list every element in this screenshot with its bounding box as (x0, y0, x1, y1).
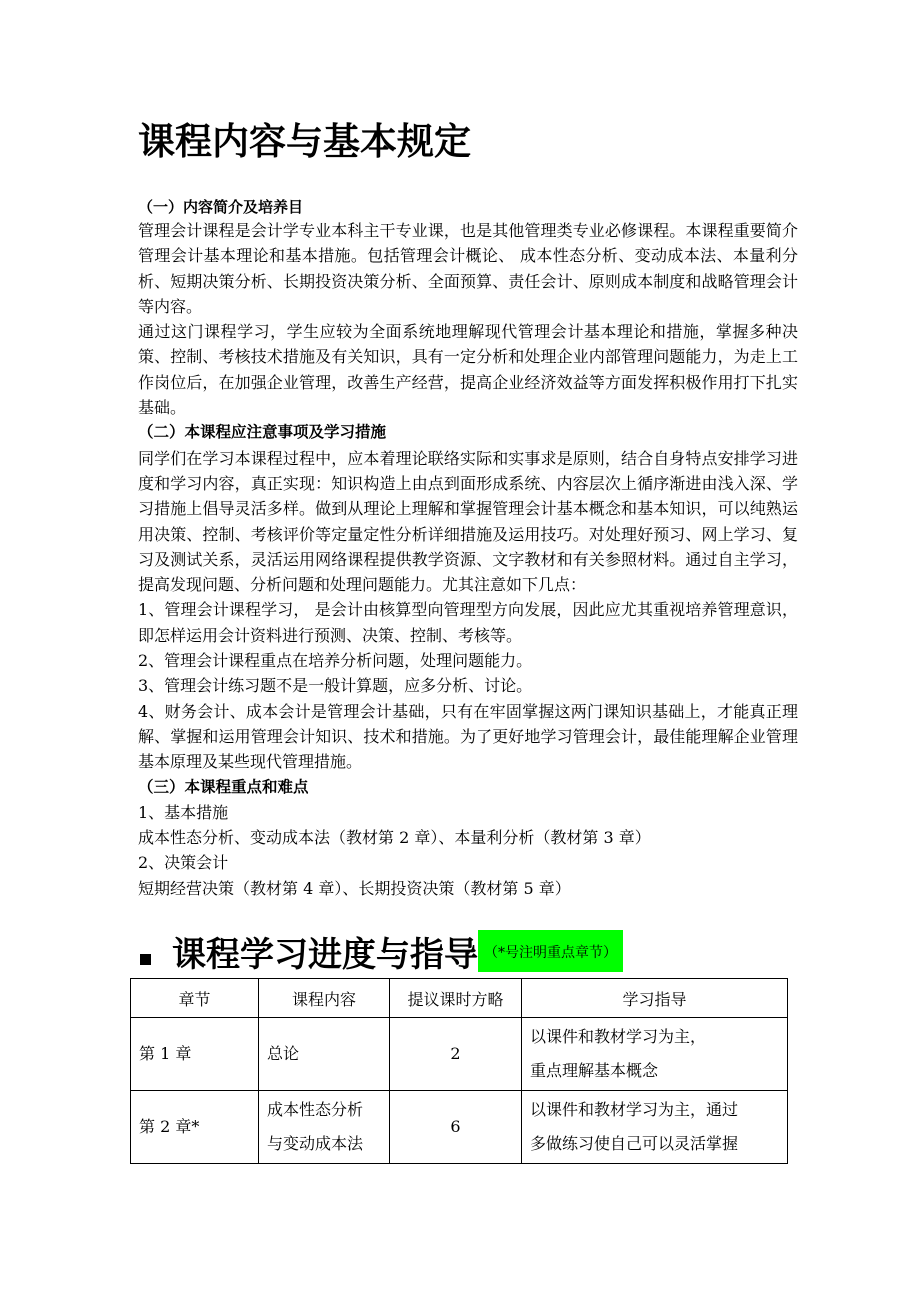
section-heading-intro: （一）内容简介及培养目 (138, 198, 304, 216)
keypoint-item-2-detail: 短期经营决策（教材第 4 章）、长期投资决策（教材第 5 章） (138, 878, 571, 898)
header-hours: 提议课时方略 (390, 979, 522, 1018)
cell-hours: 6 (390, 1091, 522, 1164)
paragraph-intro: 管理会计课程是会计学专业本科主干专业课，也是其他管理类专业必修课程。本课程重要简介管理会计基本理论和基本措施。包括管理会计概论、 成本性态分析、变动成本法、本量利分析、短期决策分析、长期投资决策分析、全面预算、责任会计、原则成本制度和战略管理会计等内容。 (138, 221, 798, 316)
square-bullet-icon (140, 954, 151, 965)
cell-guide (522, 1091, 788, 1164)
table-row (131, 1091, 788, 1164)
cell-chapter: 第 2 章* (131, 1091, 259, 1164)
table-row (131, 1018, 788, 1091)
point-1: 1、管理会计课程学习， 是会计由核算型向管理型方向发展，因此应尤其重视培养管理意识，即怎样运用会计资料进行预测、决策、控制、考核等。 (138, 600, 798, 645)
content-line: 成本性态分析 (267, 1100, 364, 1119)
highlight-note: （*号注明重点章节） (478, 930, 623, 972)
header-chapter: 章节 (131, 979, 259, 1018)
paragraph-goals: 通过这门课程学习，学生应较为全面系统地理解现代管理会计基本理论和措施，掌握多种决策、控制、考核技术措施及有关知识，具有一定分析和处理企业内部管理问题能力，为走上工作岗位后，在加强企业管理，改善生产经营，提高企业经济效益等方面发挥积极作用打下扎实基础。 (138, 322, 798, 418)
point-2: 2、管理会计课程重点在培养分析问题，处理问题能力。 (138, 651, 533, 671)
schedule-title: 课程学习进度与指导 (172, 935, 478, 975)
guide-line: 重点理解基本概念 (530, 1061, 659, 1080)
cell-chapter: 第 1 章 (131, 1018, 259, 1091)
header-content: 课程内容 (259, 979, 390, 1018)
guide-line: 多做练习使自己可以灵活掌握 (530, 1134, 739, 1153)
header-guide: 学习指导 (522, 979, 788, 1018)
cell-content (259, 1091, 390, 1164)
cell-hours: 2 (390, 1018, 522, 1091)
guide-line: 以课件和教材学习为主， (530, 1027, 707, 1046)
page-title: 课程内容与基本规定 (138, 120, 471, 163)
content-line: 与变动成本法 (267, 1134, 364, 1153)
keypoint-item-1: 1、基本措施 (138, 802, 229, 822)
keypoint-item-1-detail: 成本性态分析、变动成本法（教材第 2 章）、本量利分析（教材第 3 章） (138, 828, 651, 848)
table-header-row (131, 979, 788, 1018)
keypoint-item-2: 2、决策会计 (138, 853, 229, 873)
guide-line: 以课件和教材学习为主，通过 (530, 1100, 739, 1119)
paragraph-methods: 同学们在学习本课程过程中，应本着理论联络实际和实事求是原则，结合自身特点安排学习进度和学习内容，真正实现：知识构造上由点到面形成系统、内容层次上循序渐进由浅入深、学习措施上倡导灵活多样。做到从理论上理解和掌握管理会计基本概念和基本知识，可以纯熟运用决策、控制、考核评价等定量定性分析详细措施及运用技巧。对处理好预习、网上学习、复习及测试关系，灵活运用网络课程提供教学资源、文字教材和有关参照材料。通过自主学习，提高发现问题、分析问题和处理问题能力。尤其注意如下几点： (138, 448, 798, 595)
section-heading-keypoints: （三）本课程重点和难点 (138, 777, 309, 796)
point-3: 3、管理会计练习题不是一般计算题，应多分析、讨论。 (138, 676, 533, 696)
point-4: 4、财务会计、成本会计是管理会计基础，只有在牢固掌握这两门课知识基础上，才能真正理解、掌握和运用管理会计知识、技术和措施。为了更好地学习管理会计，最佳能理解企业管理基本原理及某些现代管理措施。 (138, 701, 798, 772)
section-heading-methods: （二）本课程应注意事项及学习措施 (138, 423, 387, 442)
body-text (138, 218, 798, 901)
cell-guide (522, 1018, 788, 1091)
schedule-table (130, 978, 788, 1164)
cell-content: 总论 (259, 1018, 390, 1091)
